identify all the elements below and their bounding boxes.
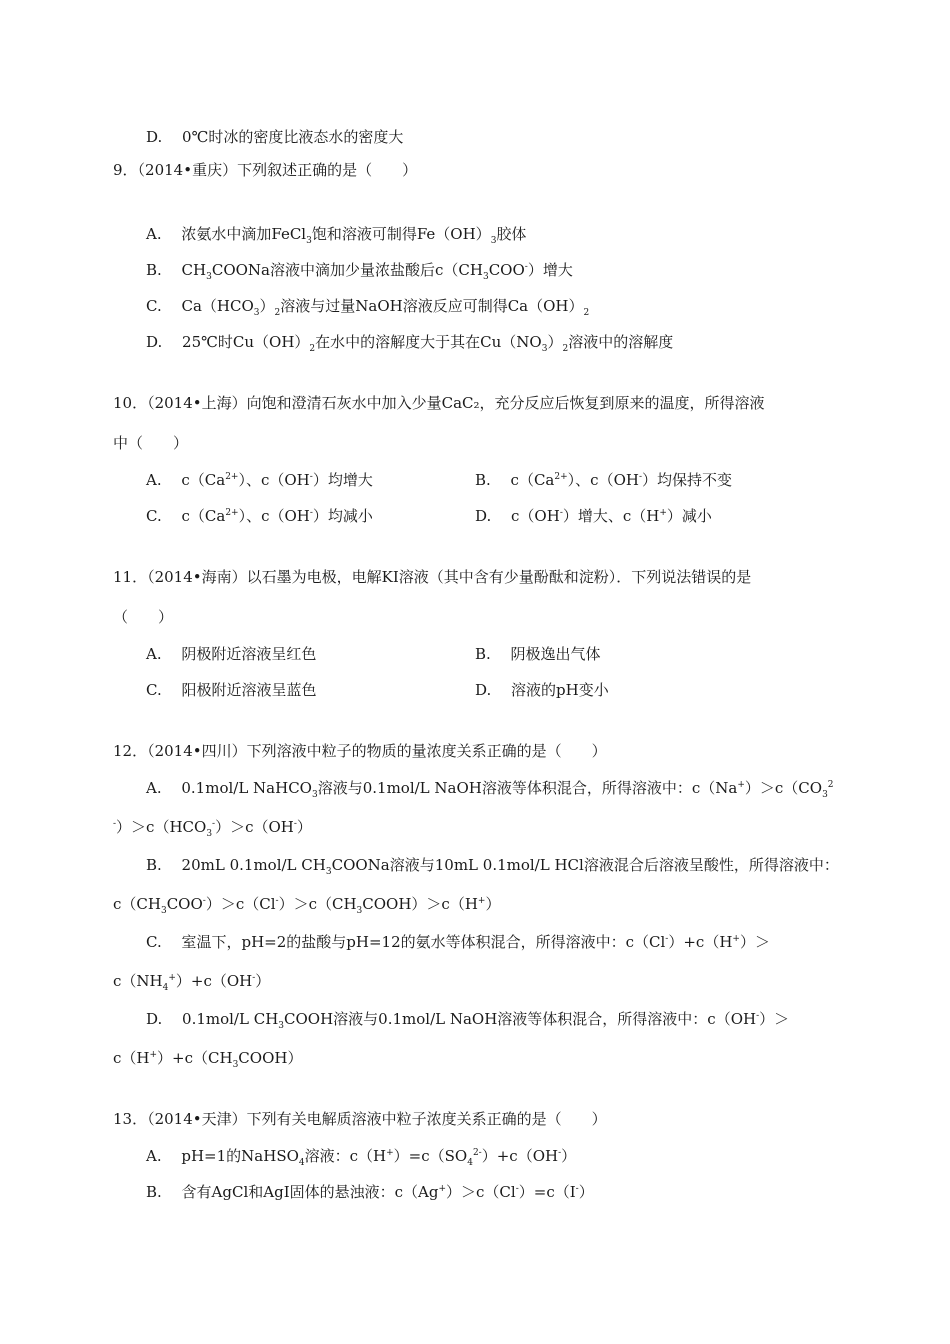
q10-option-c: C. $c(Ca^{2+})$、c（OH-）均减小 bbox=[146, 507, 373, 525]
q9-option-c: C. $Ca(HCO_3)_2$溶液与过量NaOH溶液反应可制得$Ca(OH)_2$ bbox=[146, 297, 590, 318]
question-10-cont: 中（ ） bbox=[113, 434, 189, 452]
q8-option-d: D. 0℃时冰的密度比液态水的密度大 bbox=[146, 128, 404, 146]
q13-option-a: A. pH=1的NaHSO$_4$溶液：$c(H^+)=c(SO_4^{2-})+c(OH^-)$ bbox=[146, 1147, 577, 1168]
q12-option-a: A. 0.1mol/L NaHCO$_3$溶液与0.1mol/L NaOH溶液等体积混合，所得溶液中：$c(Na^+)>c(CO_3^2$ bbox=[146, 779, 834, 800]
q12-option-a-cont: $^-)>c(HCO_3^-)>c(OH^-)$ bbox=[113, 818, 312, 839]
q12-option-d-cont: $c(H^+)+c(CH_3COOH)$ bbox=[113, 1049, 303, 1070]
q12-option-d: D. 0.1mol/L $CH_3COOH$溶液与0.1mol/L NaOH溶液等体积混合，所得溶液中：c（OH-）＞ bbox=[146, 1010, 790, 1031]
q11-option-a: A. 阴极附近溶液呈红色 bbox=[146, 645, 317, 663]
question-11-cont: （ ） bbox=[113, 608, 174, 626]
q9-option-b: B. $CH_3COONa$溶液中滴加少量浓盐酸后$c(CH_3COO^-)$增大 bbox=[146, 261, 573, 282]
q12-option-b-cont: $c(CH_3COO^-)>c(Cl^-)>c(CH_3COOH)>c(H^+)$ bbox=[113, 895, 501, 916]
question-10: 10．（2014•上海）向饱和澄清石灰水中加入少量CaC₂，充分反应后恢复到原来的温度，所得溶液 bbox=[113, 394, 765, 412]
q11-option-d: D. 溶液的pH变小 bbox=[475, 681, 609, 699]
question-11: 11．（2014•海南）以石墨为电极，电解KI溶液（其中含有少量酚酞和淀粉）．下列说法错误的是 bbox=[113, 568, 752, 586]
q10-option-d: D. c（OH-）增大、c（H+）减小 bbox=[475, 507, 712, 525]
question-13: 13．（2014•天津）下列有关电解质溶液中粒子浓度关系正确的是（ ） bbox=[113, 1110, 607, 1128]
q12-option-c-cont: $c(NH_4^+)+c(OH^-)$ bbox=[113, 972, 271, 993]
q9-option-d: D. 25℃时$Cu(OH)_2$在水中的溶解度大于其在$Cu(NO_3)_2$溶液中的溶解度 bbox=[146, 333, 674, 354]
q10-option-b: B. $c(Ca^{2+})$、c（OH-）均保持不变 bbox=[475, 471, 733, 489]
q13-option-b: B. 含有AgCl和AgI固体的悬浊液：c（Ag+）＞c（Cl-）=c（I-） bbox=[146, 1183, 594, 1201]
question-12: 12．（2014•四川）下列溶液中粒子的物质的量浓度关系正确的是（ ） bbox=[113, 742, 607, 760]
q12-option-b: B. 20mL 0.1mol/L $CH_3COONa$溶液与10mL 0.1mol/L HCl溶液混合后溶液呈酸性，所得溶液中： bbox=[146, 856, 839, 877]
q11-option-b: B. 阴极逸出气体 bbox=[475, 645, 601, 663]
q9-option-a: A. 浓氨水中滴加FeCl$_3$饱和溶液可制得$Fe(OH)_3$胶体 bbox=[146, 225, 527, 246]
q12-option-c: C. 室温下，pH=2的盐酸与pH=12的氨水等体积混合，所得溶液中：c（Cl-）+c（H+）＞ bbox=[146, 933, 770, 951]
q11-option-c: C. 阳极附近溶液呈蓝色 bbox=[146, 681, 317, 699]
question-9: 9．（2014•重庆）下列叙述正确的是（ ） bbox=[113, 161, 418, 179]
q10-option-a: A. $c(Ca^{2+})$、c（OH-）均增大 bbox=[146, 471, 373, 489]
